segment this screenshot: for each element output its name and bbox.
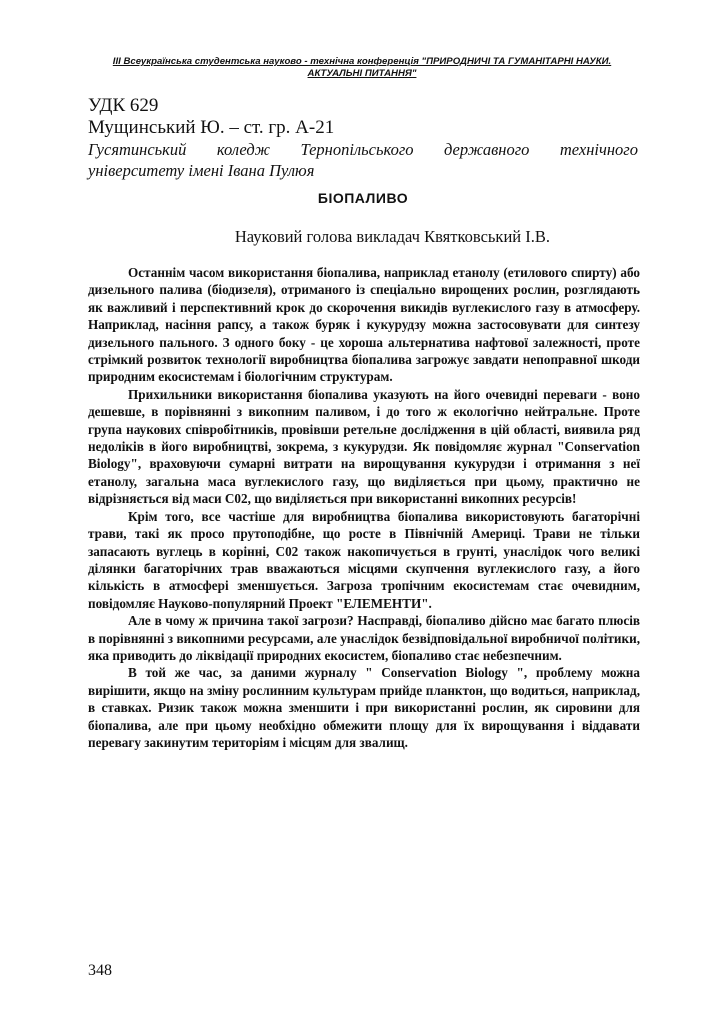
author-line: Мущинський Ю. – ст. гр. А-21 xyxy=(88,117,335,138)
paragraph: Прихильники використання біопалива указують на його очевидні переваги - воно дешевше, в порівнянні з викопним паливом, і до того ж екологічно нейтральне. Проте група наукових співробітників, провівши ретельне дослідження в цій області, виявила ряд недоліків в його виробництві, зокрема, з кукурудзи. Як повідомляє журнал "Conservation Biology", враховуючи сумарні витрати на вирощування кукурудзи і отримання з неї етанолу, загальна маса вуглекислого газу, що виділяється при цьому, практично не відрізняється від маси С02, що виділяється при використанні викопних ресурсів! xyxy=(88,386,640,507)
conference-header xyxy=(80,56,644,80)
supervisor-line: Науковий голова викладач Квятковський І.В. xyxy=(234,227,550,246)
affiliation xyxy=(88,139,638,181)
paragraph: Крім того, все частіше для виробництва біопалива використовують багаторічні трави, такі як просо прутоподібне, що росте в Північній Америці. Трави не тільки запасають вуглець в корінні, С02 також накопичується в грунті, унаслідок чого великі ділянки багаторічних трав вважаються місцями скупчення вуглекислого газу, а його кількість в атмосфері зменшується. Загроза тропічним екосистемам стає очевидним, повідомляє Науково-популярний Проект "ЕЛЕМЕНТИ". xyxy=(88,508,640,611)
conference-header-line-2: АКТУАЛЬНІ ПИТАННЯ" xyxy=(307,68,417,79)
article-title: БІОПАЛИВО xyxy=(317,190,409,206)
article-meta xyxy=(88,95,638,181)
page-number: 348 xyxy=(88,962,112,979)
article-body xyxy=(88,264,640,751)
affiliation-line-1: Гусятинський коледж Тернопільського державного технічного xyxy=(88,140,638,159)
affiliation-line-2: університету імені Івана Пулюя xyxy=(88,161,315,180)
paragraph: Останнім часом використання біопалива, наприклад етанолу (етилового спирту) або дизельного палива (біодизеля), отриманого із спеціально вирощених рослин, розглядають як важливий і перспективний крок до скорочення викидів вуглекислого газу в атмосферу. Наприклад, насіння рапсу, а також буряк і кукурудзу можна застосовувати для синтезу дизельного пального. З одного боку - це хороша альтернатива нафтової залежності, проте стрімкий розвиток технології виробництва біопалива загрожує завдати непоправної шкоди природним екосистемам і біологічним структурам. xyxy=(88,265,640,385)
paragraph: Але в чому ж причина такої загрози? Насправді, біопаливо дійсно має багато плюсів в порівнянні з викопними ресурсами, але унаслідок безвідповідальної виробничої політики, яка приводить до ліквідації природних екосистем, біопаливо стає небезпечним. xyxy=(88,613,640,663)
udk-code: УДК 629 xyxy=(88,95,159,116)
conference-header-line-1: ІІІ Всеукраїнська студентська науково - технічна конференція "ПРИРОДНИЧІ ТА ГУМАНІТАРНІ НАУКИ. xyxy=(112,56,612,67)
paragraph: В той же час, за даними журналу " Conservation Biology ", проблему можна вирішити, якщо на зміну рослинним культурам прийде планктон, що водиться, наприклад, в ставках. Ризик також можна зменшити і при використанні рослин, як сировини для біопалива, але при цьому необхідно обмежити площу для їх вирощування і віддавати перевагу закинутим територіям і місцям для звалищ. xyxy=(88,665,640,750)
